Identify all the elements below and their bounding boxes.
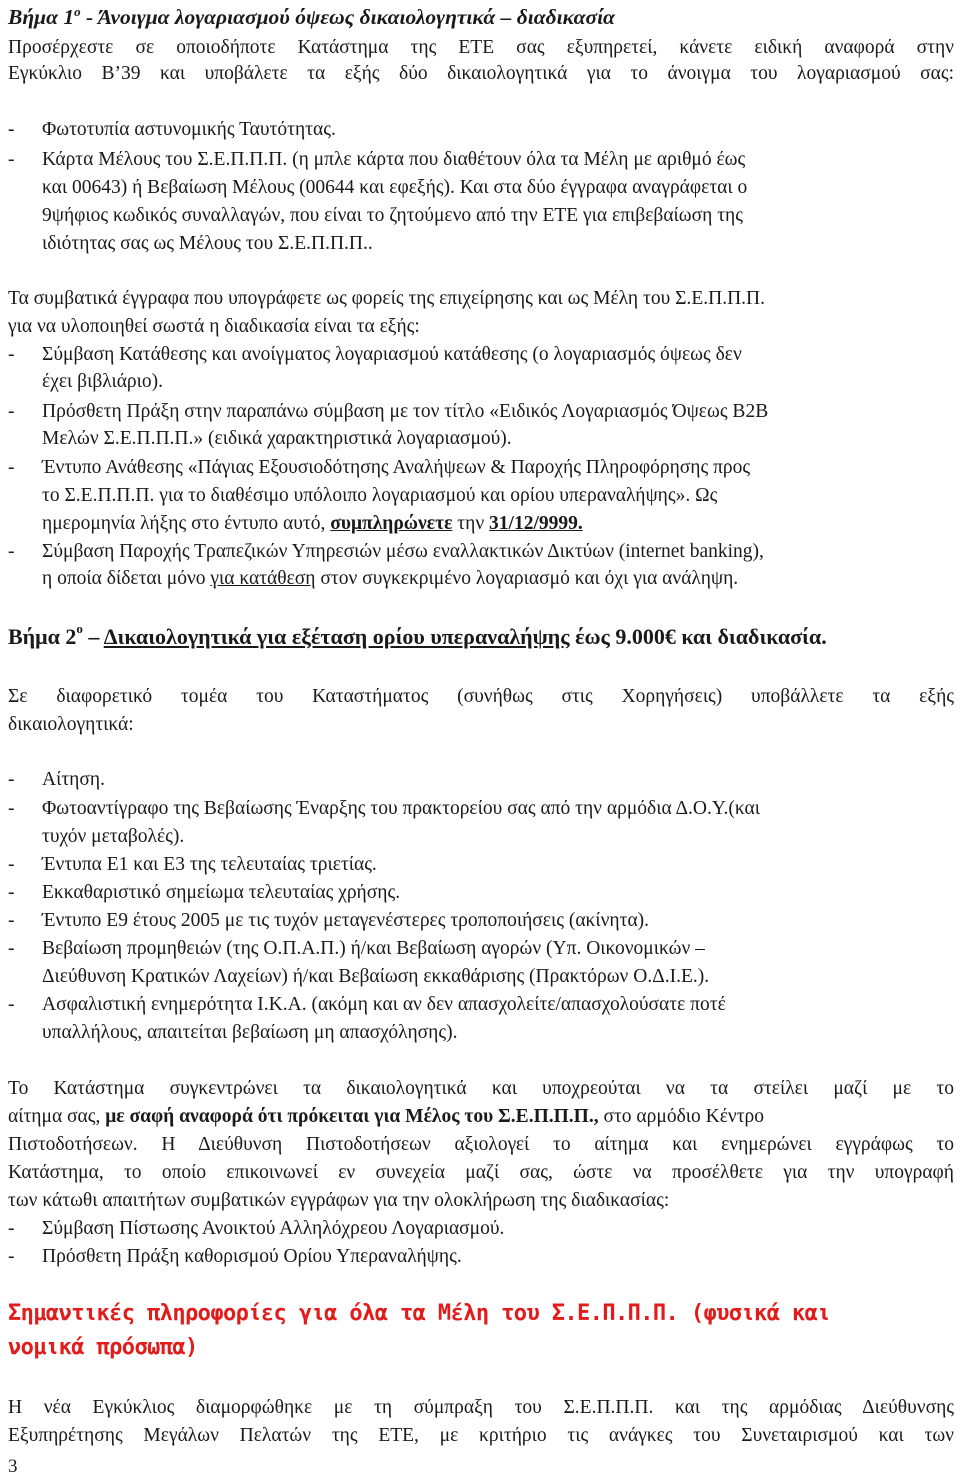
contract-item-cont: Μελών Σ.Ε.Π.Π.Π.» (ειδικά χαρακτηριστικά λογαριασμού). — [42, 428, 512, 449]
important-paragraph: Η νέα Εγκύκλιος διαμορφώθηκε με τη σύμπραξη του Σ.Ε.Π.Π.Π. και της αρμόδιας Διεύθυνσης — [8, 1397, 954, 1418]
procedure-paragraph: των κάτωθι απαιτήτων συμβατικών εγγράφων για την ολοκλήρωση της διαδικασίας: — [8, 1190, 670, 1211]
step2-paragraph: Σε διαφορετικό τομέα του Καταστήματος (συνήθως στις Χορηγήσεις) υποβάλλετε τα εξής — [8, 686, 954, 707]
page-number: 3 — [8, 1456, 18, 1477]
step1-heading: Βήμα $1^o$ - Άνοιγμα λογαριασμού όψεως δικαιολογητικά – διαδικασία — [8, 4, 615, 29]
contract-item: - Σύμβαση Κατάθεσης και ανοίγματος λογαριασμού κατάθεσης (ο λογαριασμός όψεως δεν — [8, 344, 742, 365]
document-item: - Έντυπο Ε9 έτους 2005 με τις τυχόν μεταγενέστερες τροποποιήσεις (ακίνητα). — [8, 910, 650, 931]
document-item: - Αίτηση. — [8, 769, 105, 790]
important-heading: Σημαντικές πληροφορίες για όλα τα Μέλη του Σ.Ε.Π.Π.Π. (φυσικά και — [8, 1301, 830, 1326]
contract-item: - Πρόσθετη Πράξη καθορισμού Ορίου Υπεραναλήψης. — [8, 1246, 462, 1267]
procedure-paragraph: Το Κατάστημα συγκεντρώνει τα δικαιολογητικά και υποχρεούται να τα στείλει μαζί με το — [8, 1078, 954, 1099]
step1-item-cont: και 00643) ή Βεβαίωση Μέλους (00644 και εφεξής). Και στα δύο έγγραφα αναγράφεται ο — [42, 177, 748, 198]
document-item: - Φωτοαντίγραφο της Βεβαίωσης Έναρξης του πρακτορείου σας από την αρμόδια Δ.Ο.Υ.(και — [8, 798, 760, 819]
step1-intro-line: Προσέρχεστε σε οποιοδήποτε Κατάστημα της ΕΤΕ σας εξυπηρετεί, κάνετε ειδική αναφορά στην — [8, 37, 954, 58]
document-item: - Έντυπα Ε1 και Ε3 της τελευταίας τριετίας. — [8, 854, 377, 875]
contract-item: - Σύμβαση Παροχής Τραπεζικών Υπηρεσιών μέσω εναλλακτικών Δικτύων (internet banking), — [8, 541, 764, 562]
important-paragraph: Εξυπηρέτησης Μεγάλων Πελατών της ΕΤΕ, με κριτήριο τις ανάγκες του Συνεταιρισμού και των — [8, 1425, 954, 1446]
contracts-intro: Τα συμβατικά έγγραφα που υπογράφετε ως φορείς της επιχείρησης και ως Μέλη του Σ.Ε.Π.Π.Π. — [8, 288, 765, 309]
document-item: - Εκκαθαριστικό σημείωμα τελευταίας χρήσης. — [8, 882, 401, 903]
contract-item: - Πρόσθετη Πράξη στην παραπάνω σύμβαση με τον τίτλο «Ειδικός Λογαριασμός Όψεως Β2Β — [8, 401, 769, 422]
contract-item: - Έντυπο Ανάθεσης «Πάγιας Εξουσιοδότησης Αναλήψεων & Παροχής Πληροφόρησης προς — [8, 457, 751, 478]
procedure-paragraph: Πιστοδοτήσεων. Η Διεύθυνση Πιστοδοτήσεων αξιολογεί το αίτημα και ενημερώνει εγγράφως το — [8, 1134, 954, 1155]
step2-heading: Βήμα $2^o$ – Δικαιολογητικά για εξέταση ορίου υπεραναλήψης έως 9.000€ και διαδικασία. — [8, 621, 827, 649]
contract-item: - Σύμβαση Πίστωσης Ανοικτού Αλληλόχρεου Λογαριασμού. — [8, 1218, 505, 1239]
contract-item-cont: ημερομηνία λήξης στο έντυπο αυτό, συμπληρώνετε την 31/12/9999. — [42, 513, 583, 534]
step1-intro-line: Εγκύκλιο Β’39 και υποβάλετε τα εξής δύο δικαιολογητικά για το άνοιγμα του λογαριασμού σας: — [8, 63, 954, 84]
procedure-paragraph: αίτημα σας, με σαφή αναφορά ότι πρόκειται για Μέλος του Σ.Ε.Π.Π.Π., στο αρμόδιο Κέντρο — [8, 1106, 765, 1127]
step1-item-cont: 9ψήφιος κωδικός συναλλαγών, που είναι το ζητούμενο από την ΕΤΕ για επιβεβαίωση της — [42, 205, 743, 226]
contract-item-cont: έχει βιβλιάριο). — [42, 371, 164, 392]
step1-item: - Κάρτα Μέλους του Σ.Ε.Π.Π.Π. (η μπλε κάρτα που διαθέτουν όλα τα Μέλη με αριθμό έως — [8, 149, 746, 170]
contract-item-cont: το Σ.Ε.Π.Π.Π. για το διαθέσιμο υπόλοιπο λογαριασμού και ορίου υπεραναλήψης». Ως — [42, 485, 718, 506]
document-item-cont: υπαλλήλους, απαιτείται βεβαίωση μη απασχόλησης). — [42, 1022, 458, 1043]
document-item-cont: τυχόν μεταβολές). — [42, 826, 185, 847]
contracts-intro: για να υλοποιηθεί σωστά η διαδικασία είναι τα εξής: — [8, 316, 420, 337]
contract-item-cont: η οποία δίδεται μόνο για κατάθεση στον συγκεκριμένο λογαριασμό και όχι για ανάληψη. — [42, 568, 739, 589]
document-item: - Ασφαλιστική ενημερότητα Ι.Κ.Α. (ακόμη και αν δεν απασχολείτε/απασχολούσατε ποτέ — [8, 994, 726, 1015]
important-heading: νομικά πρόσωπα) — [8, 1335, 198, 1360]
document-item: - Βεβαίωση προμηθειών (της Ο.Π.Α.Π.) ή/και Βεβαίωση αγορών (Υπ. Οικονομικών – — [8, 938, 705, 959]
step2-paragraph: δικαιολογητικά: — [8, 714, 134, 735]
document-item-cont: Διεύθυνση Κρατικών Λαχείων) ή/και Βεβαίωση εκκαθάρισης (Πρακτόρων Ο.Δ.Ι.Ε.). — [42, 966, 710, 987]
procedure-paragraph: Κατάστημα, το οποίο επικοινωνεί εν συνεχεία μαζί σας, ώστε να προσέλθετε για την υπογραφή — [8, 1162, 954, 1183]
step1-item-cont: ιδιότητας σας ως Μέλους του Σ.Ε.Π.Π.Π.. — [42, 233, 373, 254]
step1-item: - Φωτοτυπία αστυνομικής Ταυτότητας. — [8, 119, 336, 140]
